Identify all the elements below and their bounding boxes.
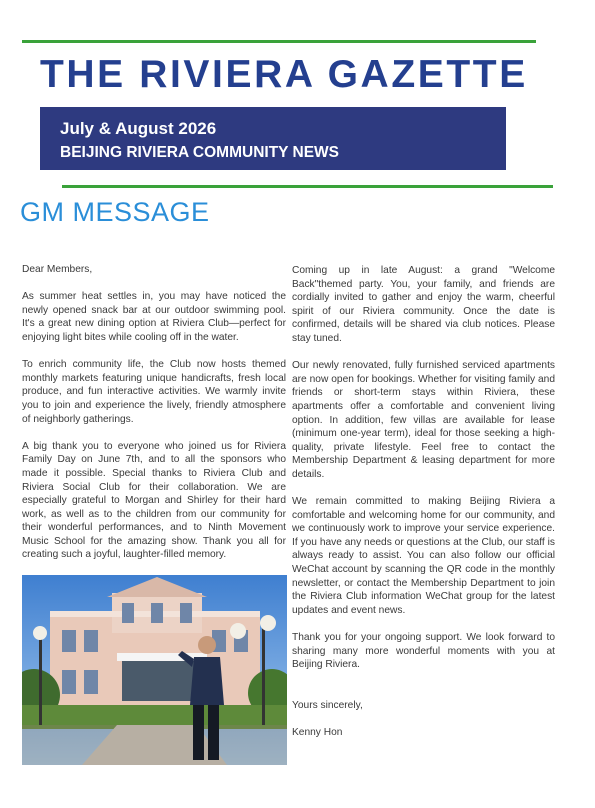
gm-photo [22, 575, 287, 765]
top-green-rule [22, 40, 536, 43]
section-title: GM MESSAGE [20, 197, 210, 227]
left-column [22, 263, 286, 576]
right-column [292, 264, 555, 753]
paragraph: Our newly renovated, fully furnished serviced apartments are now open for bookings. Whether for visiting family and friends or short-term stays within Riviera, these apartments offer a comfortable and convenient living option. In addition, few villas are available for lease (minimum one-year term), ideal for those seeking a high-quality, private lifestyle. Feel free to contact the Membership Department & leasing department for more details. [292, 360, 555, 480]
signature: Kenny Hon [292, 727, 343, 738]
paragraph: To enrich community life, the Club now hosts themed monthly markets featuring unique handicrafts, fresh local produce, and fun interactive activities. We warmly invite you to join and experience the lively, friendly atmosphere of neighborly gatherings. [22, 359, 286, 425]
salutation: Dear Members, [22, 264, 93, 275]
paragraph: We remain committed to making Beijing Riviera a comfortable and welcoming home for our community, and we continuously work to improve your service experience. If you have any needs or questions at the Club, our staff is always ready to assist. You can also follow our official WeChat account by scanning the QR code in the monthly newsletter, or contact the Membership Department to join the Riviera Club information WeChat group for the latest updates and event news. [292, 496, 555, 616]
paragraph: Coming up in late August: a grand "Welcome Back"themed party. You, your family, and friends are cordially invited to gather and enjoy the warm, cheerful spirit of our Riviera community. Once the date is confirmed, details will be shared via club notices. Please stay tuned. [292, 265, 555, 344]
paragraph: A big thank you to everyone who joined us for Riviera Family Day on June 7th, and to all the sponsors who made it possible. Special thanks to Riviera Club and Riviera Social Club for their collaboration. We are especially grateful to Morgan and Shirley for their hard work, as well as to the children from our community for their wonderful performances, and to Ninth Movement Music School for the amazing show. Thank you all for creating such a joyful, laughter-filled memory. [22, 440, 286, 561]
paragraph: Thank you for your ongoing support. We look forward to sharing many more wonderful moments with you at Beijing Riviera. [292, 632, 555, 671]
issue-subtitle: BEIJING RIVIERA COMMUNITY NEWS [60, 144, 340, 161]
section-green-rule [62, 185, 553, 188]
masthead-title: THE RIVIERA GAZETTE [40, 53, 528, 96]
paragraph: As summer heat settles in, you may have noticed the newly opened snack bar at our outdoor swimming pool. It's a great new dining option at Riviera Club—perfect for enjoying light bites while cooling off in the water. [22, 291, 286, 343]
issue-banner [40, 107, 506, 170]
issue-date: July & August 2026 [60, 119, 217, 138]
closing: Yours sincerely, [292, 699, 363, 711]
